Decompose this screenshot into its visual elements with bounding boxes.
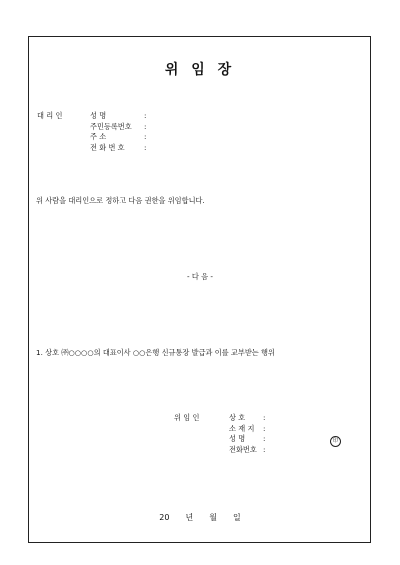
- date-line: [0, 512, 400, 523]
- agent-field-label: 주민등록번호: [90, 121, 132, 131]
- principal-field-label: 성 명: [229, 434, 246, 443]
- principal-field-label: 소 재 지: [229, 423, 255, 433]
- principal-field-value: :: [263, 423, 266, 433]
- agent-field-phone: [90, 143, 146, 154]
- document-title: 위 임 장: [164, 62, 236, 78]
- principal-field-company: [229, 413, 265, 424]
- agent-field-id-number: [90, 122, 146, 133]
- date-month-unit: 월: [209, 513, 217, 522]
- principal-field-label: 전화번호: [229, 444, 257, 454]
- principal-field-value: :: [263, 413, 266, 422]
- agent-field-label: 성 명: [90, 111, 107, 120]
- principal-field-phone: [229, 445, 265, 456]
- agent-field-address: [90, 132, 146, 143]
- principal-field-value: :: [263, 444, 266, 454]
- date-day-unit: 일: [232, 513, 241, 522]
- date-year-prefix: 20: [159, 513, 170, 522]
- seal-mark: 印: [330, 436, 341, 447]
- principal-field-location: [229, 424, 265, 435]
- date-year-unit: 년: [185, 513, 194, 522]
- agent-field-value: :: [144, 142, 147, 152]
- principal-label: 위 임 인: [174, 413, 200, 422]
- principal-fields: [229, 413, 265, 455]
- agent-field-label: 주 소: [90, 132, 107, 141]
- agent-field-value: :: [144, 111, 147, 120]
- agent-field-value: :: [144, 121, 147, 131]
- agent-label: 대 리 인: [37, 111, 63, 120]
- section-heading: - 다 음 -: [187, 272, 213, 281]
- delegated-item: 1. 상호 ㈜○○○○의 대표이사 ○○은행 신규통장 발급과 이를 교부받는 행위: [36, 348, 275, 357]
- principal-field-label: 상 호: [229, 413, 246, 422]
- agent-fields: [90, 111, 146, 153]
- agent-field-value: :: [144, 132, 147, 141]
- agent-field-name: [90, 111, 146, 122]
- document-border: [28, 36, 371, 543]
- agent-field-label: 전 화 번 호: [90, 142, 125, 152]
- principal-field-value: :: [263, 434, 266, 443]
- delegation-statement: 위 사람을 대리인으로 정하고 다음 권한을 위임합니다.: [36, 196, 205, 205]
- principal-field-name: [229, 434, 265, 445]
